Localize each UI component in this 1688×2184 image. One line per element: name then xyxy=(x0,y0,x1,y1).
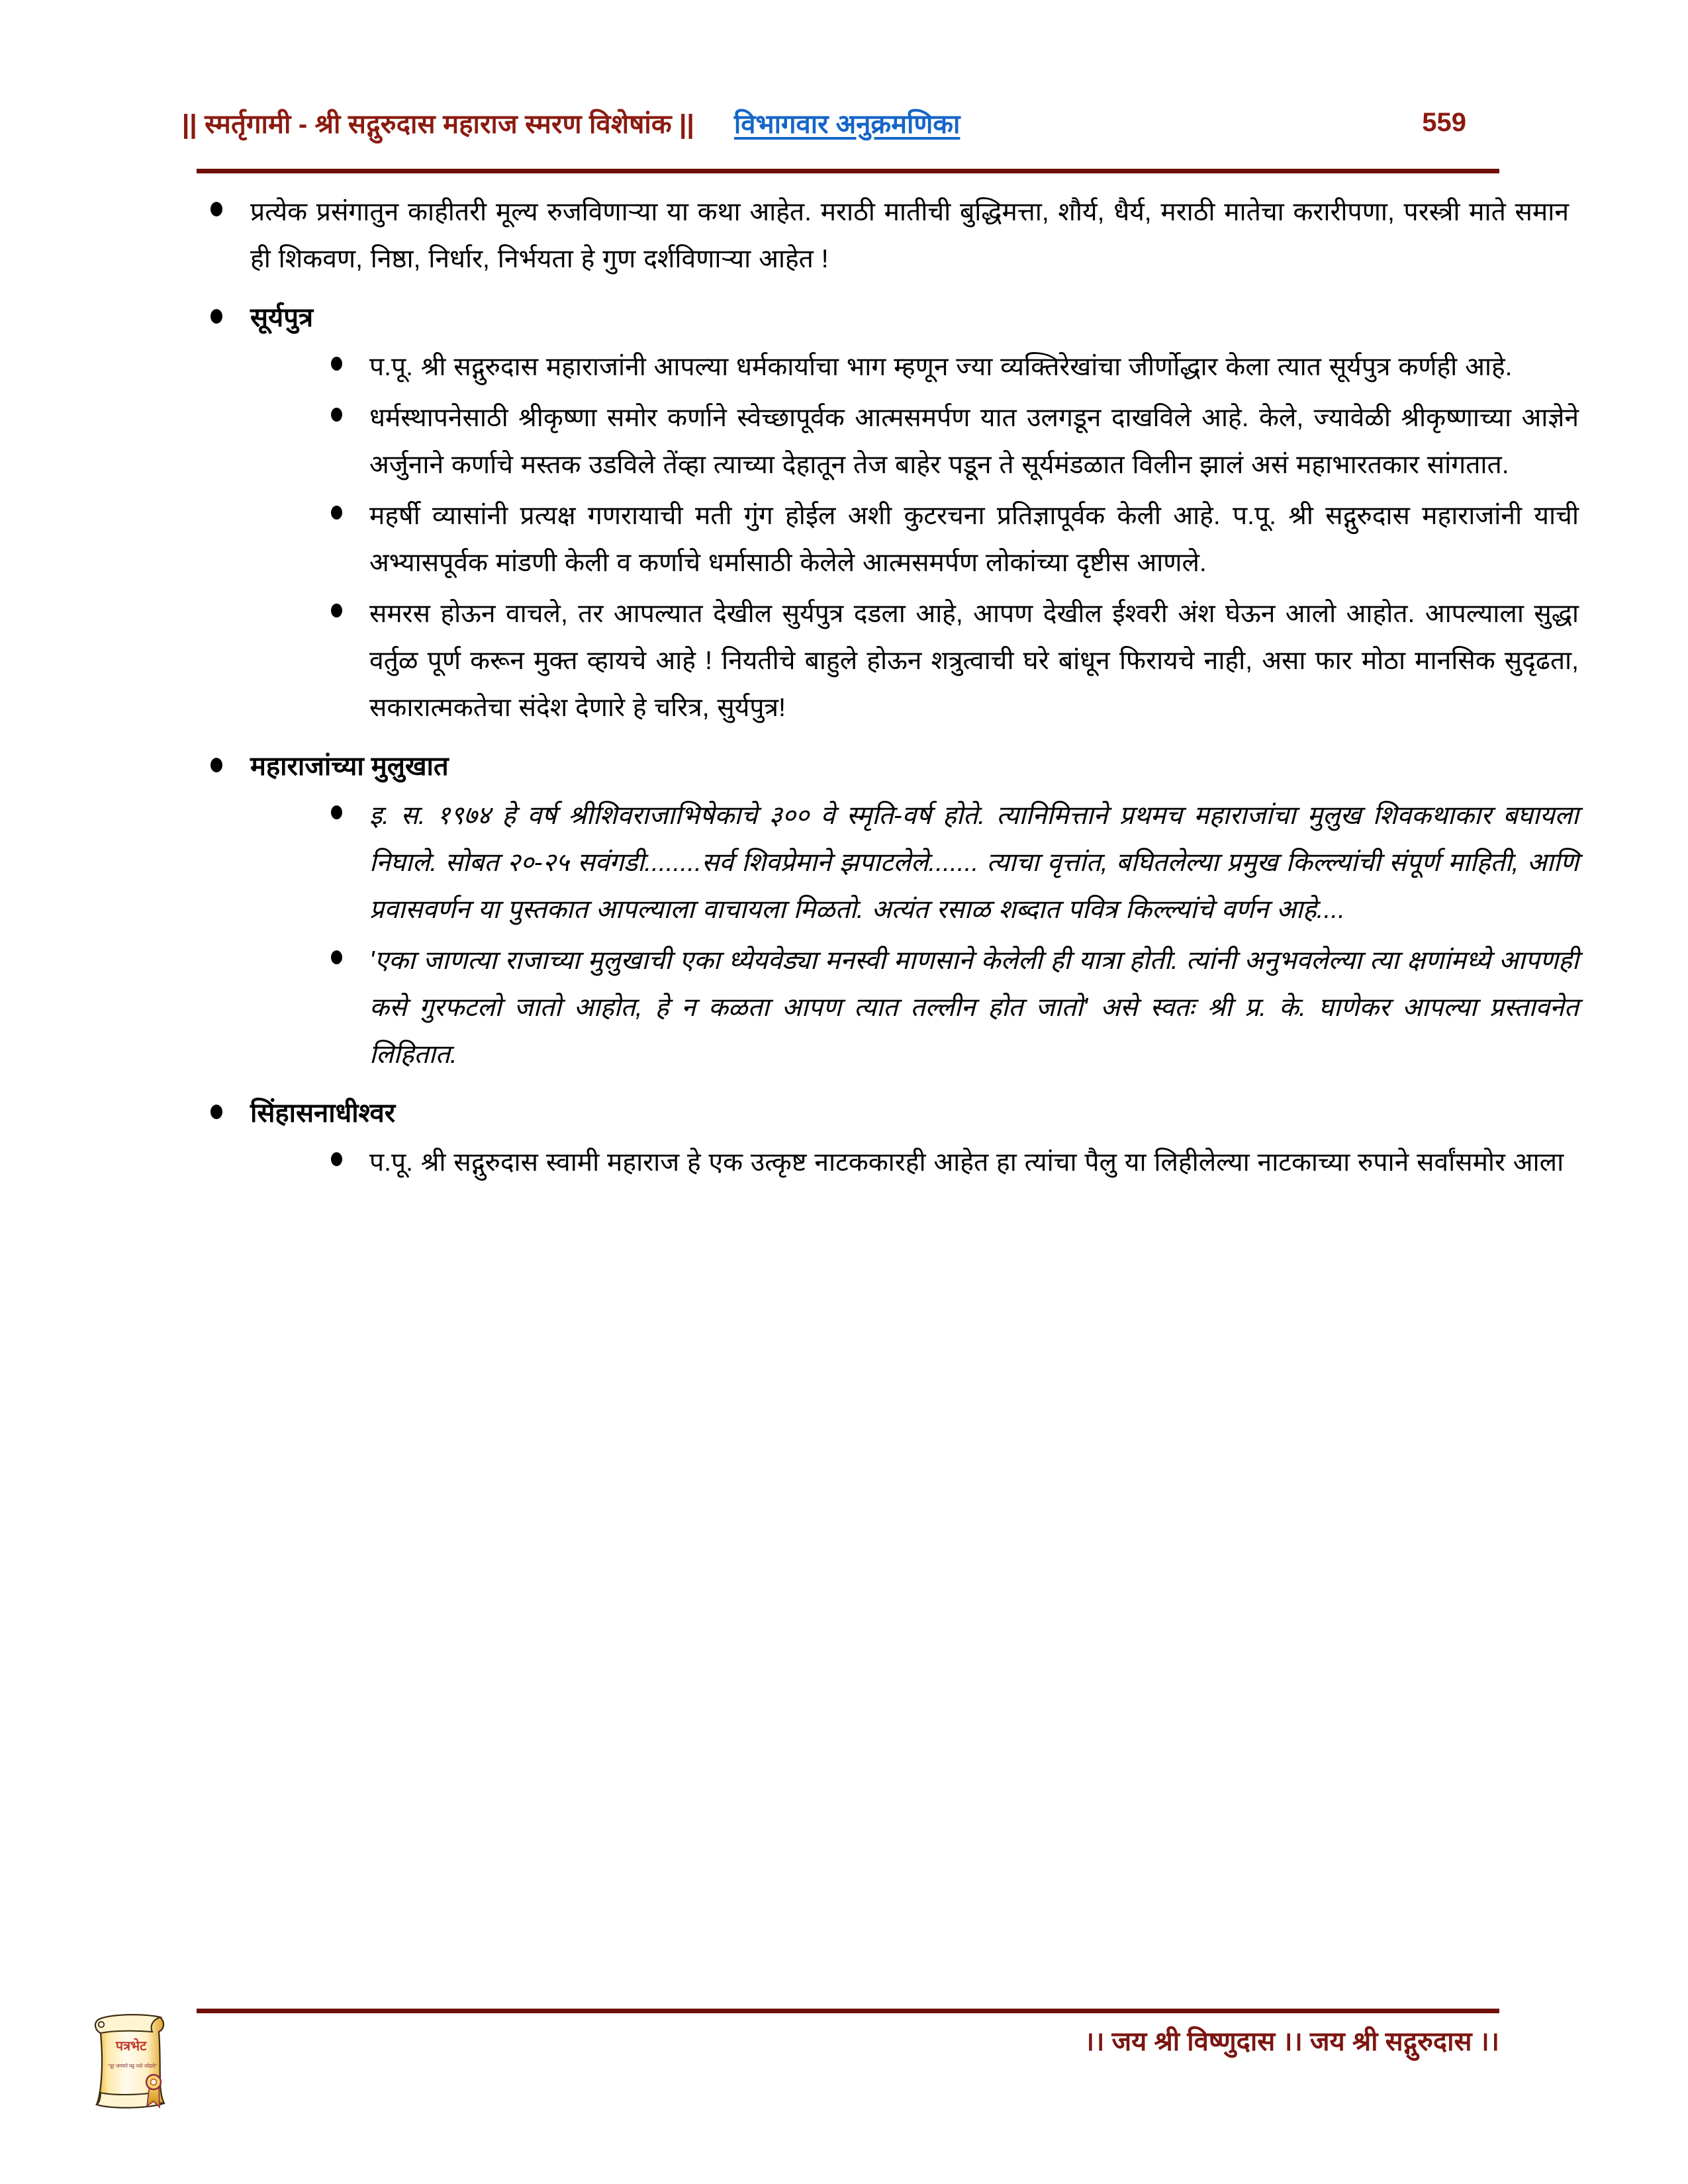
section-0-item-1 xyxy=(311,394,1579,488)
bullet-dot-icon xyxy=(211,758,222,772)
section-heading-label: सिंहासनाधीश्वर xyxy=(250,1099,396,1128)
section-heading-suryaputra xyxy=(192,296,1569,340)
bullet-dot-icon xyxy=(211,1105,222,1119)
bullet-dot-icon xyxy=(331,805,342,819)
patrabhet-logo xyxy=(81,2007,180,2114)
content-list xyxy=(0,189,1688,1186)
bullet-dot-icon xyxy=(331,950,342,964)
scroll-logo-icon xyxy=(81,2007,180,2114)
bullet-dot-icon xyxy=(331,604,342,617)
section-heading-label: सूर्यपुत्र xyxy=(250,303,314,332)
section-1-item-0-text: इ. स. १९७४ हे वर्ष श्रीशिवराजाभिषेकाचे ३०० वे स्मृति-वर्ष होते. त्यानिमित्ताने प्रथमच महाराजांचा मुलुख शिवकथाकार बघायला निघाले. सोबत २०-२५ सवंगडी........सर्व शिवप्रेमाने झपाटलेले....... त्याचा वृत्तांत, बघितलेल्या प्रमुख किल्ल्यांची संपूर्ण माहिती, आणि प्रवासवर्णन या पुस्तकात आपल्याला वाचायला मिळतो. अत्यंत रसाळ शब्दात पवित्र किल्ल्यांचे वर्णन आहे.... xyxy=(369,801,1579,924)
section-0-item-0-text: प.पू. श्री सद्गुरुदास महाराजांनी आपल्या धर्मकार्याचा भाग म्हणून ज्या व्यक्तिरेखांचा जीर्णोद्धार केला त्यात सूर्यपुत्र कर्णही आहे. xyxy=(369,353,1513,381)
header-divider xyxy=(197,169,1499,173)
section-0-item-3 xyxy=(311,590,1579,731)
bullet-dot-icon xyxy=(331,506,342,520)
page-content xyxy=(0,189,1688,1190)
header-title: || स्मर्तृगामी - श्री सद्गुरुदास महाराज स्मरण विशेषांक || xyxy=(182,109,694,139)
section-2-item-0 xyxy=(311,1139,1579,1186)
section-1-item-1-text: 'एका जाणत्या राजाच्या मुलुखाची एका ध्येयवेड्या मनस्वी माणसाने केलेली ही यात्रा होती. त्यांनी अनुभवलेल्या त्या क्षणांमध्ये आपणही कसे गुरफटलो जातो आहोत, हे न कळता आपण त्यात तल्लीन होत जातो' असे स्वतः श्री प्र. के. घाणेकर आपल्या प्रस्तावनेत लिहितात. xyxy=(369,946,1579,1069)
list-item xyxy=(0,394,1688,488)
section-heading-label: महाराजांच्या मुलुखात xyxy=(250,752,449,781)
section-0-item-3-text: समरस होऊन वाचले, तर आपल्यात देखील सुर्यपुत्र दडला आहे, आपण देखील ईश्वरी अंश घेऊन आलो आहोत. आपल्याला सुद्धा वर्तुळ पूर्ण करून मुक्त व्हायचे आहे ! नियतीचे बाहुले होऊन शत्रुत्वाची घरे बांधून फिरायचे नाही, असा फार मोठा मानसिक सुदृढता, सकारात्मकतेचा संदेश देणारे हे चरित्र, सुर्यपुत्र! xyxy=(369,600,1579,722)
bullet-dot-icon xyxy=(211,309,222,324)
footer-divider xyxy=(197,2009,1499,2013)
list-item xyxy=(0,189,1688,283)
list-item xyxy=(0,590,1688,731)
page-header xyxy=(182,93,1506,152)
list-item xyxy=(0,745,1688,788)
list-item xyxy=(0,1091,1688,1135)
list-item xyxy=(0,1139,1688,1186)
section-0-item-2-text: महर्षी व्यासांनी प्रत्यक्ष गणरायाची मती गुंग होईल अशी कुटरचना प्रतिज्ञापूर्वक केली आहे. प.पू. श्री सद्गुरुदास महाराजांनी याची अभ्यासपूर्वक मांडणी केली व कर्णाचे धर्मासाठी केलेले आत्मसमर्पण लोकांच्या दृष्टीस आणले. xyxy=(369,502,1579,577)
intro-bullet xyxy=(192,189,1569,283)
logo-tagline: "दूर जाणारे घट्ट नाते जोडारे" xyxy=(108,2063,157,2069)
list-item xyxy=(0,492,1688,586)
logo-title: पत्रभेट xyxy=(115,2039,147,2054)
list-item xyxy=(0,937,1688,1078)
section-heading-sinhasanadhishwar xyxy=(192,1091,1569,1135)
header-index-link[interactable]: विभागवार अनुक्रमणिका xyxy=(733,109,961,139)
list-item xyxy=(0,792,1688,933)
bullet-dot-icon xyxy=(211,202,222,216)
section-1-item-0 xyxy=(311,792,1579,933)
bullet-dot-icon xyxy=(331,357,342,371)
intro-bullet-text: प्रत्येक प्रसंगातुन काहीतरी मूल्य रुजविणाऱ्या या कथा आहेत. मराठी मातीची बुद्धिमत्ता, शौर्य, धैर्य, मराठी मातेचा करारीपणा, परस्त्री माते समान ही शिकवण, निष्ठा, निर्धार, निर्भयता हे गुण दर्शविणाऱ्या आहेत ! xyxy=(250,198,1569,273)
section-1-item-1 xyxy=(311,937,1579,1078)
section-0-item-1-text: धर्मस्थापनेसाठी श्रीकृष्णा समोर कर्णाने स्वेच्छापूर्वक आत्मसमर्पण यात उलगडून दाखविले आहे. केले, ज्यावेळी श्रीकृष्णाच्या आज्ञेने अर्जुनाने कर्णाचे मस्तक उडविले तेंव्हा त्याच्या देहातून तेज बाहेर पडून ते सूर्यमंडळात विलीन झालं असं महाभारतकार सांगतात. xyxy=(369,404,1579,479)
bullet-dot-icon xyxy=(331,1152,342,1166)
section-0-item-2 xyxy=(311,492,1579,586)
page-number: 559 xyxy=(1422,107,1466,137)
section-2-item-0-text: प.पू. श्री सद्गुरुदास स्वामी महाराज हे एक उत्कृष्ट नाटककारही आहेत हा त्यांचा पैलु या लिहीलेल्या नाटकाच्या रुपाने सर्वांसमोर आला xyxy=(369,1148,1564,1177)
section-heading-maharajanchya-mulukhat xyxy=(192,745,1569,788)
footer-text: ।। जय श्री विष्णुदास ।। जय श्री सद्गुरुदास ।। xyxy=(1084,2027,1499,2056)
list-item xyxy=(0,343,1688,390)
list-item xyxy=(0,296,1688,340)
section-0-item-0 xyxy=(311,343,1579,390)
bullet-dot-icon xyxy=(331,408,342,422)
